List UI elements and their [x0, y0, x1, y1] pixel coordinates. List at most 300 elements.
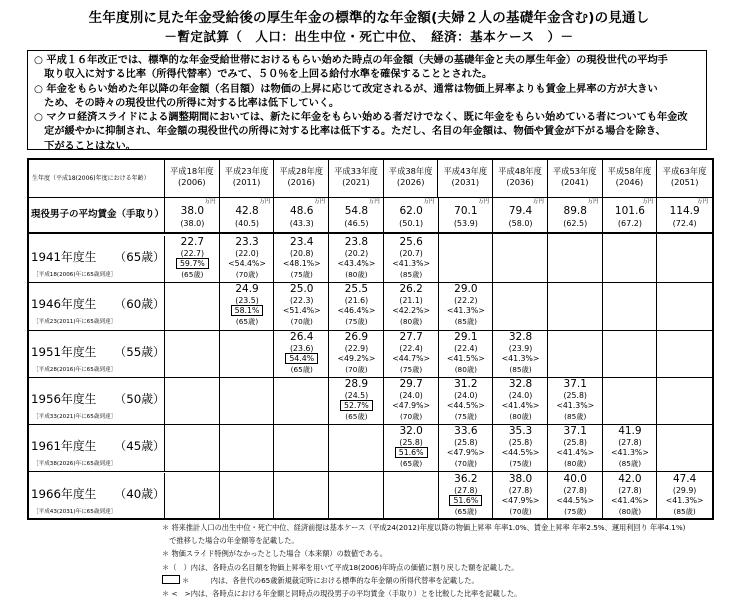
pension-real-amount: (27.8) [618, 438, 642, 448]
year-label: 平成38年度 [388, 166, 433, 176]
footnote: ＊（ ）内は、各時点の名目額を物価上昇率を用いて平成18(2006)年時点の価値に割り戻した額を記載した。 [162, 562, 519, 572]
replacement-rate [384, 306, 439, 315]
note-line: ○ 平成１６年改正では、標準的な年金受給世帯におけるもらい始めた時点の年金額（夫婦の基礎年金と夫の厚生年金）の現役世代の平均手 [34, 55, 668, 66]
pension-real-amount: (24.5) [344, 390, 369, 400]
cohort-label [29, 283, 165, 330]
cohort-label [29, 473, 165, 520]
wage-cell [493, 198, 548, 232]
pension-age: (75歳) [345, 317, 368, 327]
wage-label: 現役男子の平均賃金（手取り） [29, 198, 165, 232]
replacement-rate [329, 306, 384, 315]
pension-real-amount: (24.0) [399, 390, 423, 400]
cohort-row [29, 236, 712, 283]
pension-amount: 32.8 [508, 377, 533, 390]
pension-amount: 32.8 [508, 330, 533, 343]
wage-ratio: <44.7%> [392, 353, 431, 363]
replacement-rate [220, 306, 275, 315]
pension-age: (75歳) [454, 411, 477, 421]
cohort-label [29, 236, 165, 283]
wage-cell [165, 198, 220, 232]
page-subtitle: －暫定試算（ 人口：出生中位・死亡中位、 経済：基本ケース ）－ [164, 29, 574, 44]
pension-amount: 24.9 [235, 283, 259, 296]
footnote: ＊ 将来推計人口の出生中位・死亡中位、経済前提は基本ケース（平成24(2012)年度以降の物価上昇率 年率1.0%、賃金上昇率 年率2.5%、運用利回り 年率4.1%) [162, 523, 686, 532]
wage-real-value: (67.2) [617, 219, 642, 228]
pension-real-amount: (20.8) [290, 249, 314, 258]
pension-age: (85歳) [509, 364, 532, 374]
cohort-name [31, 485, 165, 502]
wage-ratio: <41.3%> [556, 400, 595, 410]
pension-real-amount: (27.8) [618, 485, 642, 495]
pension-amount: 33.6 [454, 425, 478, 438]
pension-age: (65歳) [235, 317, 259, 327]
year-header [220, 160, 275, 197]
wage-real-value: (50.1) [399, 219, 424, 228]
wage-unit: 万円 [696, 199, 708, 205]
year-label: 平成63年度 [662, 166, 707, 176]
replacement-rate [493, 448, 548, 457]
wage-ratio: <54.4%> [228, 259, 266, 268]
pension-real-amount: (25.8) [399, 438, 423, 448]
replacement-rate [329, 401, 384, 410]
pension-amount: 38.0 [508, 472, 533, 485]
pension-real-amount: (23.5) [235, 296, 259, 306]
pension-age: (85歳) [673, 506, 696, 516]
cohort-age: （60歳） [114, 297, 165, 312]
pension-age: (80歳) [400, 317, 423, 327]
column-divider [383, 198, 384, 518]
wage-value: 42.8 [235, 205, 259, 217]
pension-amount: 29.0 [454, 283, 478, 296]
pension-real-amount: (23.9) [508, 343, 533, 353]
pension-cell [548, 473, 603, 520]
wage-real-value: (72.4) [672, 219, 697, 228]
pension-cell [384, 378, 439, 425]
pension-amount: 23.4 [290, 236, 314, 248]
cohort-note: ［平成33(2021)年に65歳到達］ [33, 413, 117, 420]
pension-real-amount: (25.8) [454, 438, 478, 448]
wage-ratio: <41.3%> [665, 495, 704, 505]
cohort-age: （50歳） [114, 391, 165, 406]
pension-amount: 31.2 [454, 377, 478, 390]
year-label: 平成43年度 [443, 166, 488, 176]
year-label: 平成33年度 [334, 166, 378, 176]
wage-row [29, 198, 712, 234]
pension-age: (70歳) [509, 506, 532, 516]
column-divider [328, 198, 329, 518]
year-sub: (2016) [287, 177, 316, 187]
pension-age: (80歳) [509, 411, 532, 421]
pension-real-amount: (21.1) [399, 296, 423, 306]
pension-cell [165, 236, 220, 283]
pension-age: (75歳) [290, 270, 313, 279]
pension-age: (70歳) [345, 364, 368, 374]
pension-real-amount: (22.0) [235, 249, 259, 258]
pension-age: (70歳) [454, 459, 477, 469]
pension-real-amount: (25.8) [563, 438, 587, 448]
pension-amount: 23.8 [344, 236, 369, 248]
wage-ratio: <47.9%> [501, 495, 540, 505]
replacement-rate [329, 354, 384, 363]
replacement-rate [384, 448, 439, 457]
replacement-rate [657, 496, 712, 505]
column-divider [219, 198, 220, 518]
pension-real-amount: (25.8) [563, 390, 587, 400]
pension-cell [329, 331, 384, 378]
pension-age: (85歳) [618, 459, 642, 469]
replacement-rate [439, 354, 494, 363]
wage-real-value: (38.0) [180, 219, 205, 228]
pension-amount: 25.0 [290, 283, 314, 296]
wage-value: 48.6 [290, 205, 314, 217]
pension-amount: 35.3 [508, 425, 533, 438]
replacement-rate [384, 354, 439, 363]
wage-unit: 万円 [642, 199, 654, 205]
cohort-note: ［平成23(2011)年に65歳到達］ [33, 319, 117, 326]
wage-ratio: <41.5%> [446, 353, 485, 363]
note-line: 定が緩やかに抑制され、年金額の現役世代の所得に対する比率は低下する。ただし、名目の年金額は、物価や賃金が下がる場合を除き、 [34, 126, 666, 138]
pension-age: (85歳) [564, 411, 587, 421]
year-sub: (2041) [560, 177, 589, 187]
pension-cell [548, 425, 603, 472]
wage-unit: 万円 [204, 199, 216, 205]
pension-age: (75歳) [400, 364, 423, 374]
pension-age: (75歳) [564, 506, 587, 516]
cohort-name [31, 437, 165, 454]
wage-real-value: (53.9) [453, 219, 478, 228]
pension-real-amount: (23.6) [290, 343, 314, 353]
wage-real-value: (58.0) [508, 219, 533, 228]
page-title: 生年度別に見た年金受給後の厚生年金の標準的な年金額(夫婦２人の基礎年金含む)の見通し [88, 10, 650, 26]
cohort-age: （55歳） [114, 344, 165, 359]
pension-real-amount: (29.9) [672, 485, 697, 495]
pension-cell [274, 331, 329, 378]
wage-cell [657, 198, 712, 232]
cohort-row [29, 425, 712, 472]
pension-age: (70歳) [400, 411, 423, 421]
wage-cell [220, 198, 275, 232]
year-header [439, 160, 494, 197]
pension-cell [329, 378, 384, 425]
pension-real-amount: (22.9) [344, 343, 369, 353]
pension-real-amount: (22.3) [290, 296, 314, 306]
cohort-note: ［平成18(2006)年に65歳到達］ [33, 272, 117, 278]
wage-ratio: <41.4%> [556, 448, 595, 458]
year-label: 平成23年度 [224, 166, 269, 176]
replacement-rate [439, 496, 494, 505]
pension-cell [548, 378, 603, 425]
cohort-year: 1956年度生 [31, 391, 97, 406]
wage-ratio: <47.9%> [446, 448, 485, 458]
pension-real-amount: (27.8) [508, 485, 533, 495]
replacement-rate [439, 306, 494, 315]
replacement-rate [384, 401, 439, 410]
year-label: 平成53年度 [552, 166, 597, 176]
pension-age: (65歳) [454, 506, 477, 516]
year-sub: (2021) [342, 177, 370, 187]
column-divider [273, 198, 274, 518]
pension-real-amount: (22.2) [454, 296, 478, 306]
replacement-rate [548, 401, 603, 410]
pension-real-amount: (22.4) [454, 343, 478, 353]
replacement-rate [493, 496, 548, 505]
column-divider [438, 198, 439, 518]
year-sub: (2051) [670, 177, 699, 187]
cohort-year: 1951年度生 [31, 344, 97, 359]
wage-ratio: <41.3%> [611, 448, 649, 458]
pension-cell [493, 473, 548, 520]
footnote [162, 575, 737, 586]
wage-cell [548, 198, 603, 232]
replacement-rate-boxed: 59.7% [176, 258, 209, 269]
replacement-rate [329, 259, 384, 268]
year-header [165, 160, 220, 197]
pension-cell [493, 378, 548, 425]
column-divider [492, 198, 493, 518]
wage-real-value: (43.3) [289, 219, 314, 228]
replacement-rate [493, 401, 548, 410]
cohort-age: （40歳） [114, 486, 165, 501]
pension-cell [274, 283, 329, 330]
pension-real-amount: (21.6) [344, 296, 369, 306]
cohort-note: ［平成28(2016)年に65歳到達］ [33, 366, 117, 373]
pension-amount: 29.7 [399, 377, 423, 390]
wage-ratio: <46.4%> [337, 306, 376, 316]
year-header [274, 160, 329, 197]
cohort-row [29, 283, 712, 330]
pension-real-amount: (22.7) [180, 249, 205, 258]
summary-notes [27, 50, 707, 150]
column-divider [547, 198, 548, 518]
footnotes [162, 522, 737, 601]
year-sub: (2036) [506, 177, 534, 187]
wage-value: 79.4 [508, 205, 533, 217]
cohort-note: ［平成43(2031)年に65歳到達］ [33, 508, 117, 515]
pension-age: (70歳) [290, 317, 313, 327]
replacement-rate-boxed: 58.1% [231, 305, 264, 316]
pension-cell [657, 473, 712, 520]
pension-cell [220, 236, 275, 283]
wage-unit: 万円 [532, 199, 544, 205]
pension-age: (80歳) [454, 364, 477, 374]
replacement-rate [220, 259, 275, 268]
replacement-rate [493, 354, 548, 363]
column-divider [602, 198, 603, 518]
wage-cell [439, 198, 494, 232]
cohort-name [31, 295, 165, 312]
wage-ratio: <41.4%> [501, 400, 540, 410]
wage-unit: 万円 [587, 199, 599, 205]
pension-amount: 37.1 [563, 425, 587, 438]
year-sub: (2011) [232, 177, 261, 187]
pension-amount: 27.7 [399, 330, 423, 343]
wage-ratio: <43.4%> [337, 259, 376, 268]
year-header [329, 160, 384, 197]
pension-amount: 25.6 [399, 236, 423, 248]
replacement-rate [439, 448, 494, 457]
pension-cell [439, 283, 494, 330]
footnote-text: ＊ 内は、各世代の65歳新規裁定時における標準的な年金額の所得代替率を記載した。 [182, 575, 479, 585]
year-header [493, 160, 548, 197]
pension-cell [439, 425, 494, 472]
pension-cell [329, 236, 384, 283]
wage-unit: 万円 [368, 199, 380, 205]
wage-real-value: (40.5) [235, 219, 260, 228]
replacement-rate [274, 259, 329, 268]
wage-unit: 万円 [478, 199, 490, 205]
replacement-rate [274, 354, 329, 363]
note-line: 下がることはない。 [34, 140, 136, 152]
cohort-year: 1966年度生 [31, 486, 97, 501]
pension-amount: 42.0 [618, 472, 642, 485]
pension-cell [329, 283, 384, 330]
replacement-rate [384, 259, 439, 268]
year-label: 平成18年度 [169, 166, 214, 176]
pension-cell [493, 331, 548, 378]
wage-value: 38.0 [180, 205, 205, 217]
pension-amount: 47.4 [672, 472, 697, 485]
pension-real-amount: (24.0) [508, 390, 533, 400]
pension-amount: 26.4 [290, 330, 314, 343]
pension-cell [384, 283, 439, 330]
column-divider [656, 198, 657, 518]
note-line: ため、その時々の現役世代の所得に対する比率は低下していく。 [34, 97, 340, 109]
wage-cell [384, 198, 439, 232]
cohort-label [29, 378, 165, 425]
year-sub: (2031) [451, 177, 480, 187]
pension-real-amount: (24.0) [454, 390, 478, 400]
year-sub: (2046) [615, 177, 644, 187]
wage-cell [603, 198, 658, 232]
pension-amount: 26.2 [399, 283, 423, 296]
replacement-rate-boxed: 51.6% [395, 447, 428, 458]
pension-amount: 26.9 [344, 330, 369, 343]
wage-ratio: <41.3%> [446, 306, 485, 316]
cohort-row [29, 378, 712, 425]
wage-ratio: <41.3%> [392, 259, 431, 268]
cohort-label [29, 331, 165, 378]
footnote: ＊ 物価スライド特例がなかったとした場合（本来額）の数値である。 [162, 549, 387, 559]
pension-age: (85歳) [400, 270, 423, 279]
pension-amount: 36.2 [454, 472, 478, 485]
cohort-age: （45歳） [114, 439, 165, 454]
pension-table [27, 158, 714, 520]
pension-age: (80歳) [345, 270, 368, 279]
pension-amount: 22.7 [180, 236, 205, 248]
year-header [548, 160, 603, 197]
pension-cell [439, 331, 494, 378]
pension-amount: 37.1 [563, 377, 587, 390]
wage-ratio: <49.2%> [337, 353, 376, 363]
replacement-rate-boxed: 51.6% [449, 495, 482, 506]
wage-ratio: <41.3%> [501, 353, 540, 363]
wage-cell [329, 198, 384, 232]
cohort-label [29, 425, 165, 472]
wage-value: 101.6 [614, 205, 645, 217]
pension-real-amount: (27.8) [454, 485, 478, 495]
replacement-rate [603, 496, 658, 505]
year-sub: (2026) [396, 177, 425, 187]
pension-cell [439, 473, 494, 520]
note-line: ○ 年金をもらい始めた年以降の年金額（名目額）は物価の上昇に応じて改定されるが、通常は物価上昇率よりも賃金上昇率の方が大きい [34, 83, 658, 95]
replacement-rate [548, 496, 603, 505]
replacement-rate [165, 259, 220, 268]
replacement-rate [548, 448, 603, 457]
wage-value: 62.0 [399, 205, 423, 217]
cohort-age: （65歳） [114, 250, 165, 264]
pension-amount: 23.3 [235, 236, 259, 248]
wage-ratio: <44.5%> [501, 448, 540, 458]
cohort-name [31, 248, 165, 265]
pension-cell [493, 425, 548, 472]
pension-cell [220, 283, 275, 330]
pension-age: (85歳) [454, 317, 477, 327]
pension-age: (80歳) [618, 506, 642, 516]
cohort-name [31, 390, 165, 407]
pension-cell [384, 425, 439, 472]
wage-real-value: (62.5) [563, 219, 588, 228]
pension-amount: 28.9 [344, 377, 369, 390]
wage-ratio: <51.4%> [282, 306, 321, 316]
pension-real-amount: (20.7) [399, 249, 423, 258]
pension-age: (70歳) [235, 270, 259, 279]
wage-value: 89.8 [563, 205, 587, 217]
pension-cell [439, 378, 494, 425]
cohort-row [29, 331, 712, 378]
cohort-row [29, 473, 712, 520]
wage-value: 54.8 [344, 205, 369, 217]
year-header [657, 160, 712, 197]
wage-ratio: <42.2%> [392, 306, 431, 316]
pension-amount: 41.9 [618, 425, 642, 438]
pension-cell [384, 236, 439, 283]
footnote: ＊ < >内は、各時点における年金額と同時点の現役男子の平均賃金（手取り）とを比較した比率を記載した。 [162, 589, 522, 599]
replacement-rate [274, 306, 329, 315]
pension-real-amount: (22.4) [399, 343, 423, 353]
pension-cell [603, 425, 658, 472]
wage-unit: 万円 [259, 199, 271, 205]
pension-amount: 32.0 [399, 425, 423, 438]
replacement-rate-boxed: 54.4% [285, 353, 318, 364]
pension-cell [384, 331, 439, 378]
wage-cell [274, 198, 329, 232]
year-header [603, 160, 658, 197]
year-header [384, 160, 439, 197]
replacement-rate [439, 401, 494, 410]
year-label: 平成58年度 [607, 166, 652, 176]
footnote: で推移した場合の年金額等を記載した。 [162, 536, 299, 546]
note-line: 取り収入に対する比率（所得代替率）でみて、５０％を上回る給付水準を確保することとされた。 [34, 69, 493, 81]
wage-value: 114.9 [669, 205, 700, 217]
wage-ratio: <44.5%> [446, 400, 485, 410]
wage-ratio: <48.1%> [282, 259, 321, 268]
year-label: 平成28年度 [279, 166, 324, 176]
pension-amount: 25.5 [344, 283, 369, 296]
cohort-note: ［平成38(2026)年に65歳到達］ [33, 461, 117, 468]
wage-ratio: <41.4%> [611, 495, 649, 505]
header-label: 生年度（平成18(2006)年度における年齢） [29, 160, 165, 197]
pension-age: (65歳) [290, 364, 313, 374]
wage-unit: 万円 [423, 199, 435, 205]
pension-real-amount: (20.2) [344, 249, 369, 258]
cohort-year: 1941年度生 [31, 250, 97, 264]
pension-cell [274, 236, 329, 283]
pension-age: (75歳) [509, 459, 532, 469]
pension-age: (65歳) [400, 459, 423, 469]
cohort-year: 1961年度生 [31, 439, 97, 454]
pension-real-amount: (27.8) [563, 485, 587, 495]
pension-amount: 40.0 [563, 472, 587, 485]
note-line: ○ マクロ経済スライドによる調整期間においては、新たに年金をもらい始める者だけでなく、既に年金をもらい始めている者についても年金改 [34, 112, 688, 124]
